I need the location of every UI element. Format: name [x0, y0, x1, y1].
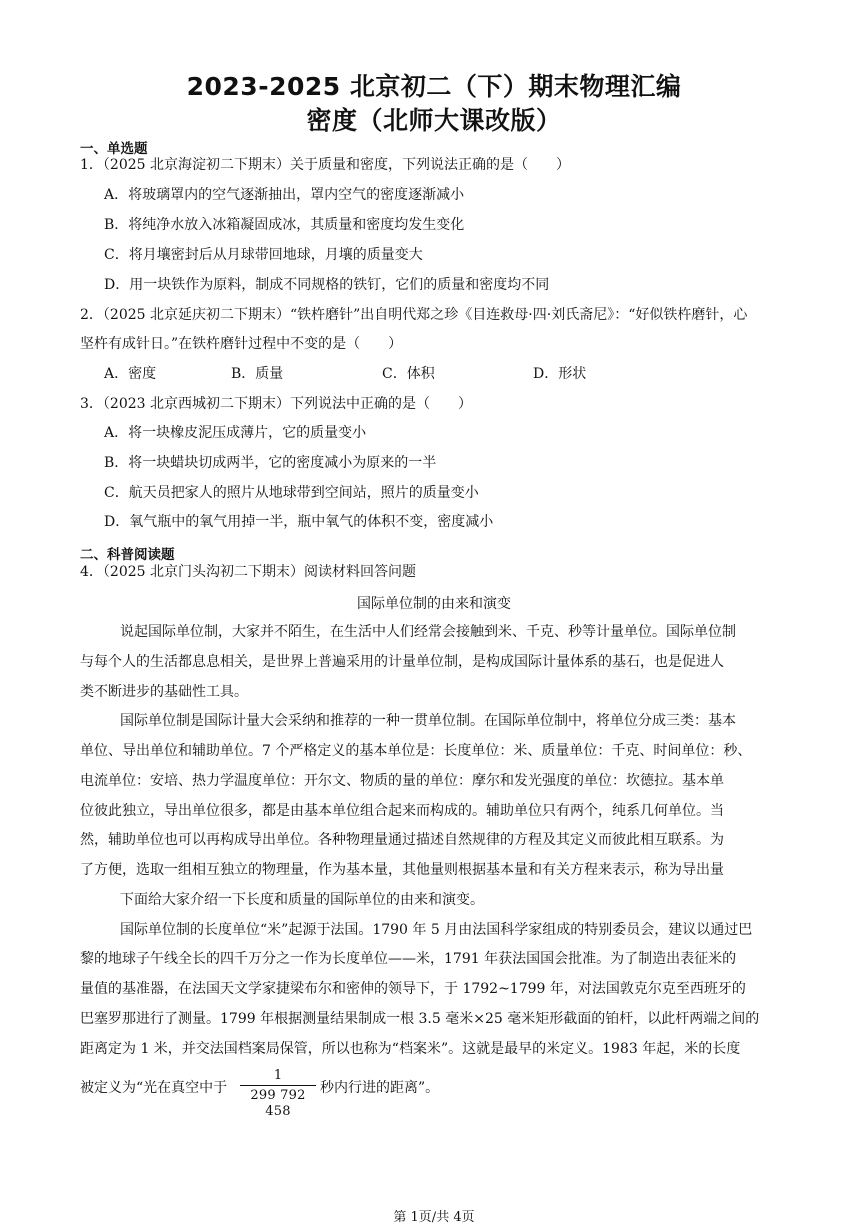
page-title: 2023-2025 北京初二（下）期末物理汇编	[186, 72, 682, 101]
question-1-option-d: D．用一块铁作为原料，制成不同规格的铁钉，它们的质量和密度均不同	[104, 277, 550, 293]
article-paragraph-4-line: 距离定为 1 米，并交法国档案局保管，所以也称为“档案米”。这就是最早的米定义。1983 年起，米的长度	[80, 1041, 741, 1057]
question-2-option-d: D．形状	[533, 366, 587, 382]
question-1-option-c: C．将月壤密封后从月球带回地球，月壤的质量变大	[104, 247, 423, 263]
question-1-option-b: B．将纯净水放入冰箱凝固成冰，其质量和密度均发生变化	[104, 217, 465, 233]
fraction-bar	[240, 1085, 316, 1086]
question-2-stem-line1: 2．（2025 北京延庆初二下期末）“铁杵磨针”出自明代郑之珍《目连救母·四·刘氏斋尼》：“好似铁杵磨针，心	[80, 307, 748, 323]
page-subtitle: 密度（北师大课改版）	[306, 106, 562, 135]
article-paragraph-3: 下面给大家介绍一下长度和质量的国际单位的由来和演变。	[120, 892, 484, 908]
article-paragraph-1-line: 与每个人的生活都息息相关，是世界上普遍采用的计量单位制，是构成国际计量体系的基石，也是促进人	[80, 654, 724, 670]
fraction-denominator: 299 792 458	[250, 1088, 306, 1119]
article-paragraph-2-line: 位彼此独立，导出单位很多，都是由基本单位组合起来而构成的。辅助单位只有两个，纯系几何单位。当	[80, 803, 724, 819]
article-paragraph-2-line: 电流单位：安培、热力学温度单位：开尔文、物质的量的单位：摩尔和发光强度的单位：坎德拉。基本单	[80, 773, 724, 789]
question-3-option-c: C．航天员把家人的照片从地球带到空间站，照片的质量变小	[104, 485, 479, 501]
question-4-stem: 4．（2025 北京门头沟初二下期末）阅读材料回答问题	[80, 564, 416, 580]
question-3-option-b: B．将一块蜡块切成两半，它的密度减小为原来的一半	[104, 455, 437, 471]
fraction	[240, 1068, 316, 1120]
article-paragraph-2-line: 了方便，选取一组相互独立的物理量，作为基本量，其他量则根据基本量和有关方程来表示，称为导出量	[80, 862, 724, 878]
question-2-option-c: C．体积	[382, 366, 435, 382]
article-paragraph-4-line: 黎的地球子午线全长的四千万分之一作为长度单位——米，1791 年获法国国会批准。为了制造出表征米的	[80, 951, 737, 967]
article-paragraph-4-line: 国际单位制的长度单位“米”起源于法国。1790 年 5 月由法国科学家组成的特别委员会，建议以通过巴	[120, 922, 753, 938]
article-paragraph-2-line: 然，辅助单位也可以再构成导出单位。各种物理量通过描述自然规律的方程及其定义而彼此相互联系。为	[80, 832, 724, 848]
question-3-stem: 3．（2023 北京西城初二下期末）下列说法中正确的是（ ）	[80, 396, 472, 412]
article-paragraph-4-line: 量值的基准器，在法国天文学家捷梁布尔和密伸的领导下，于 1792~1799 年，对法国敦克尔克至西班牙的	[80, 981, 746, 997]
section-heading-reading: 二、科普阅读题	[80, 547, 175, 563]
question-2-option-b: B．质量	[231, 366, 284, 382]
section-heading-single-choice: 一、单选题	[80, 141, 148, 157]
question-2-option-a: A．密度	[104, 366, 157, 382]
question-1-stem: 1．（2025 北京海淀初二下期末）关于质量和密度，下列说法正确的是（ ）	[80, 157, 570, 173]
article-paragraph-2-line: 国际单位制是国际计量大会采纳和推荐的一种一贯单位制。在国际单位制中，将单位分成三类：基本	[120, 713, 736, 729]
question-2-stem-line2: 坚杵有成针日。”在铁杵磨针过程中不变的是（ ）	[80, 336, 403, 352]
article-paragraph-2-line: 单位、导出单位和辅助单位。7 个严格定义的基本单位是：长度单位：米、质量单位：千克、时间单位：秒、	[80, 743, 752, 759]
question-1-option-a: A．将玻璃罩内的空气逐渐抽出，罩内空气的密度逐渐减小	[104, 187, 465, 203]
article-paragraph-1-line: 类不断进步的基础性工具。	[80, 684, 248, 700]
article-paragraph-4-line: 巴塞罗那进行了测量。1799 年根据测量结果制成一根 3.5 毫米×25 毫米矩形截面的铂杆，以此杆两端之间的	[80, 1011, 760, 1027]
page-footer: 第 1页/共 4页	[393, 1210, 475, 1225]
question-3-option-a: A．将一块橡皮泥压成薄片，它的质量变小	[104, 425, 367, 441]
article-last-line-before: 被定义为“光在真空中于	[80, 1080, 228, 1096]
question-3-option-d: D．氧气瓶中的氧气用掉一半，瓶中氧气的体积不变，密度减小	[104, 514, 494, 530]
article-last-line-after: 秒内行进的距离”。	[320, 1080, 440, 1096]
fraction-numerator: 1	[273, 1068, 283, 1083]
article-title: 国际单位制的由来和演变	[357, 596, 511, 612]
article-paragraph-1-line: 说起国际单位制，大家并不陌生，在生活中人们经常会接触到米、千克、秒等计量单位。国际单位制	[120, 624, 736, 640]
